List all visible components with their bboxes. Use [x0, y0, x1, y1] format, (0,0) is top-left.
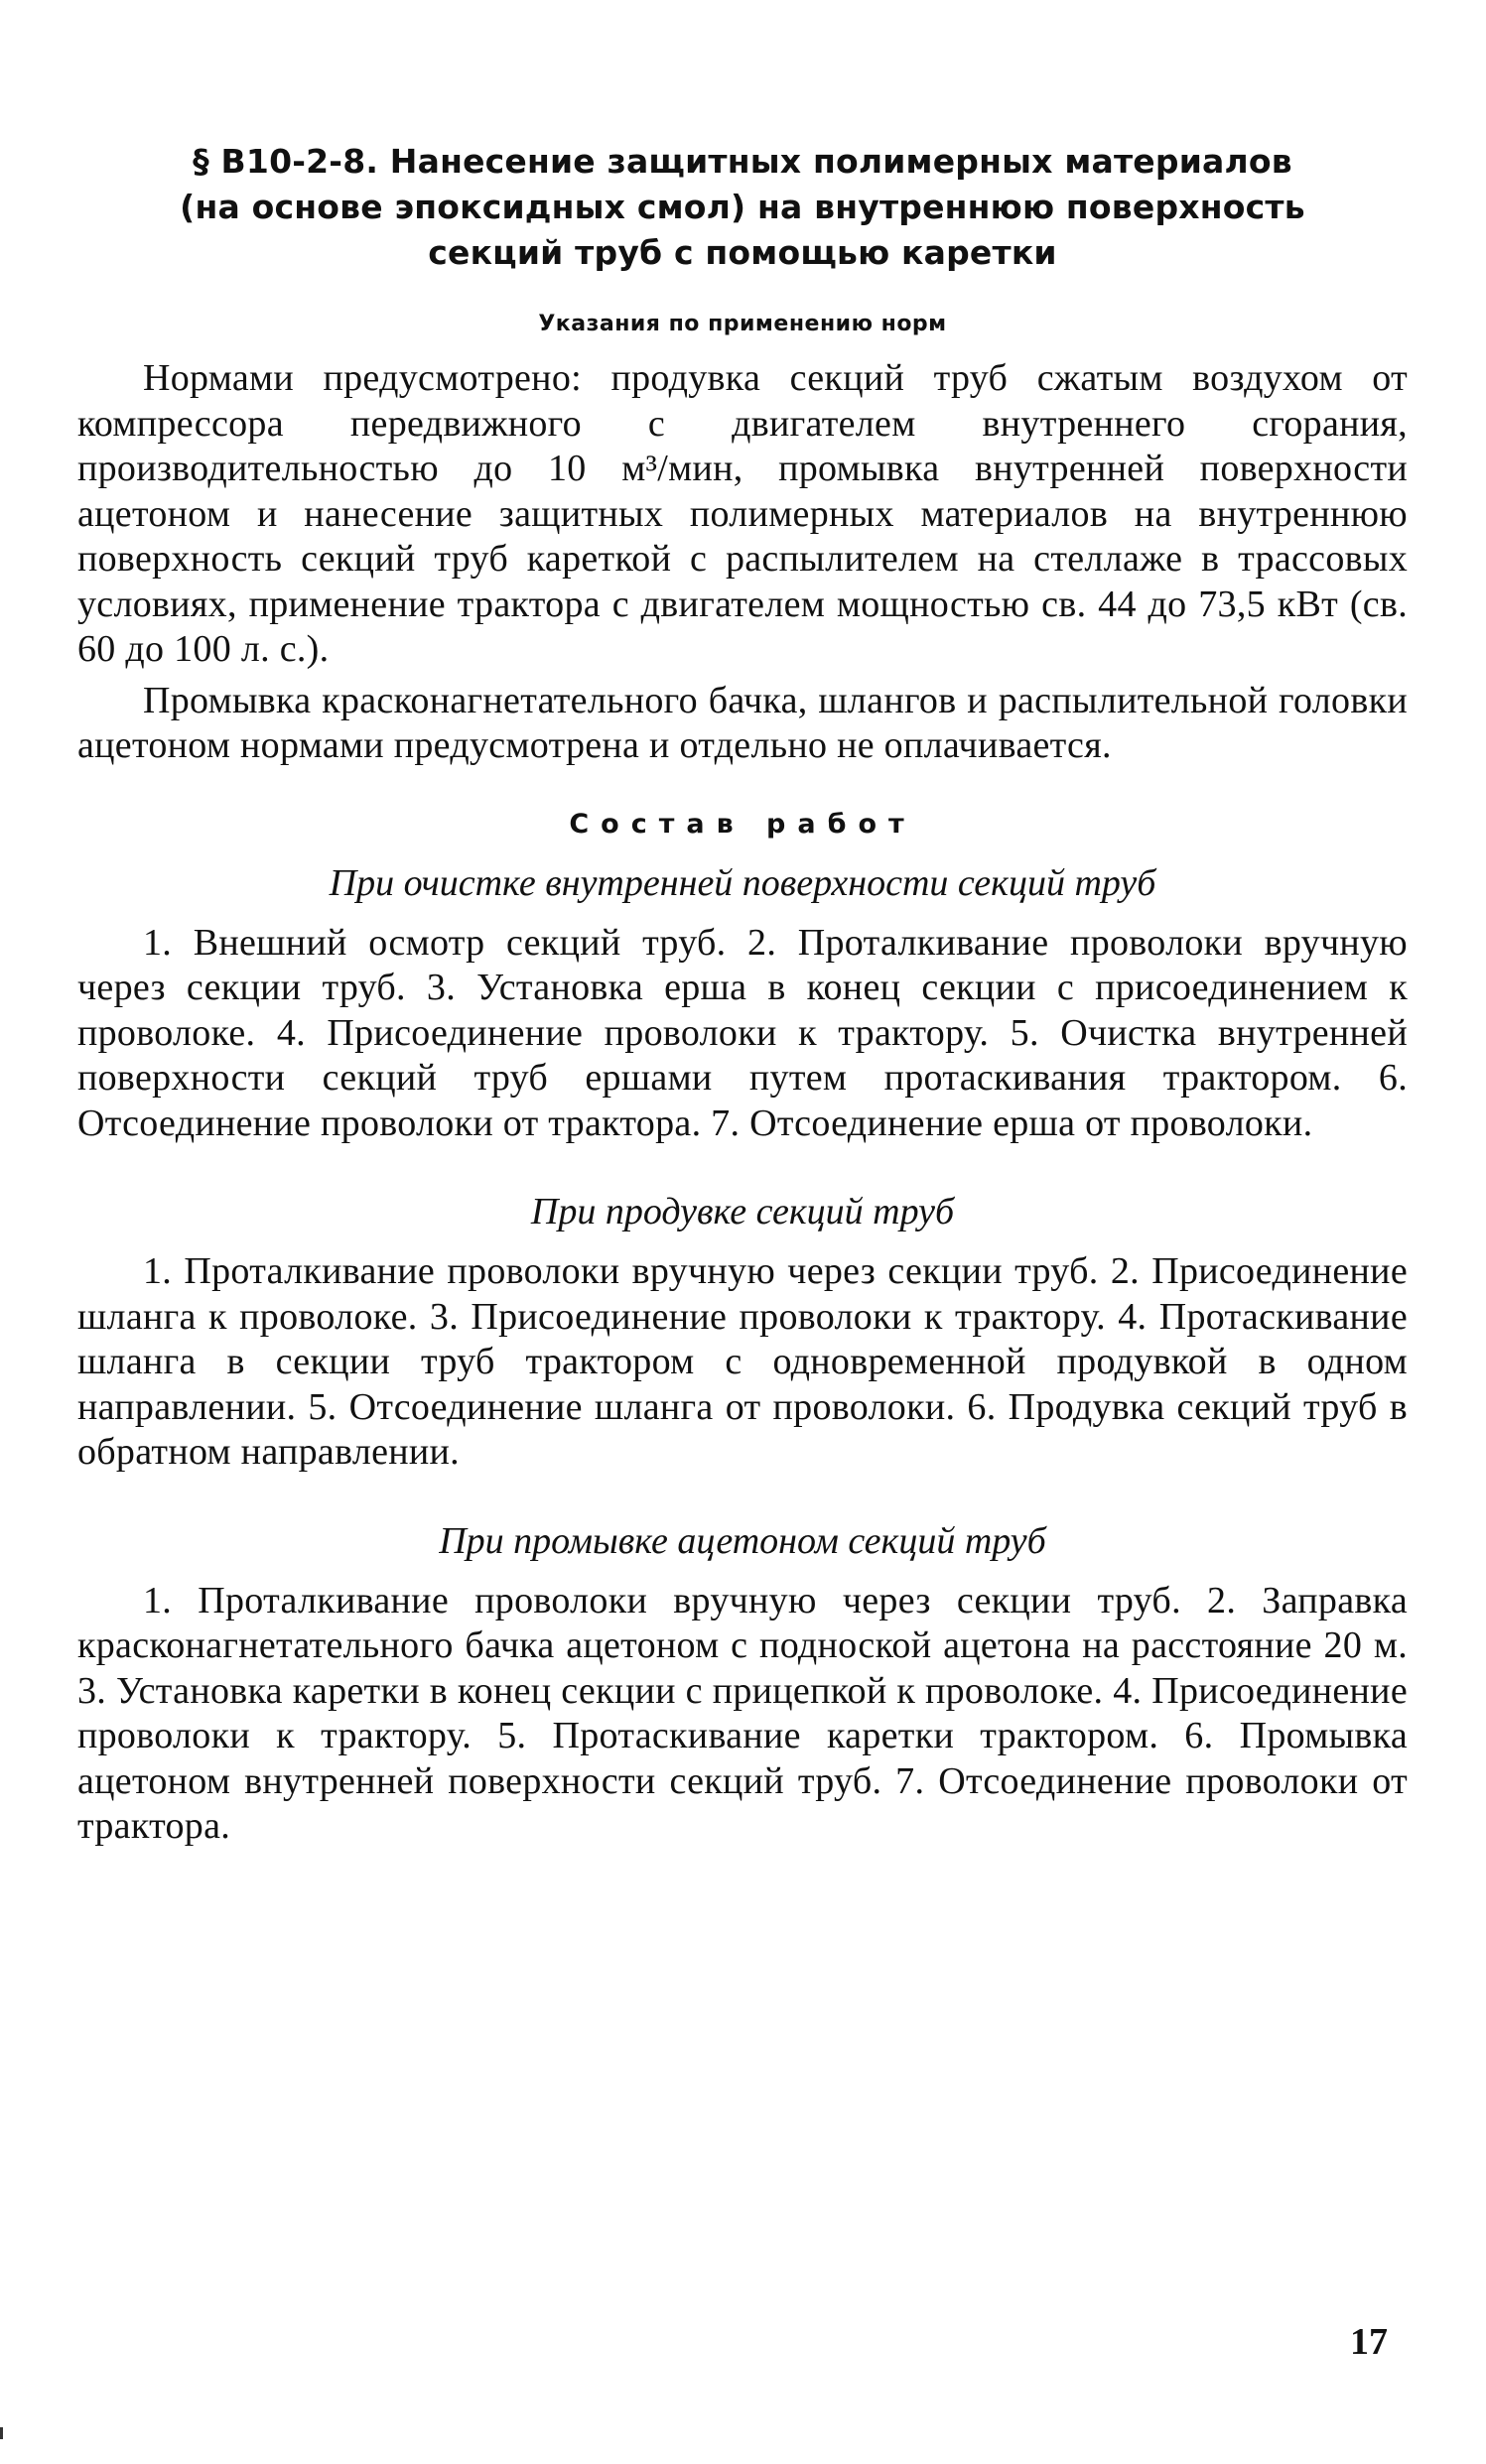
subsection-heading-cleaning: При очистке внутренней поверхности секций труб: [329, 861, 1156, 904]
subsection-text-cleaning: 1. Внешний осмотр секций труб. 2. Проталкивание проволоки вручную через секции труб. 3. Установка ерша в конец секции с присоединением к проволоке. 4. Присоединение проволоки к трактору. 5. Очистка внутренней поверхности секций труб ершами путем протаскивания трактором. 6. Отсоединение проволоки от трактора. 7. Отсоединение ерша от проволоки.: [77, 921, 1408, 1144]
scan-edge-mark: [0, 2427, 3, 2439]
usage-heading: Указания по применению норм: [538, 312, 947, 336]
page-number: 17: [1350, 2321, 1388, 2363]
subsection-text-washing: 1. Проталкивание проволоки вручную через секции труб. 2. Заправка красконагнетательного бачка ацетоном с подноской ацетона на расстояние 20 м. 3. Установка каретки в конец секции с прицепкой к проволоке. 4. Присоединение проволоки к трактору. 5. Протаскивание каретки трактором. 6. Промывка ацетоном внутренней поверхности секций труб. 7. Отсоединение проволоки от трактора.: [77, 1579, 1408, 1847]
section-title: [77, 139, 1408, 276]
section-title-line-2: (на основе эпоксидных смол) на внутреннюю поверхность: [180, 188, 1305, 226]
section-title-line-1: § В10-2-8. Нанесение защитных полимерных материалов: [193, 142, 1292, 181]
works-heading: Состав работ: [569, 808, 916, 840]
subsection-heading-blowing: При продувке секций труб: [530, 1191, 955, 1232]
document-page: [77, 139, 1408, 1850]
section-title-line-3: секций труб с помощью каретки: [428, 233, 1057, 272]
subsection-heading-washing: При промывке ацетоном секций труб: [439, 1519, 1046, 1562]
usage-paragraph-2: Промывка красконагнетательного бачка, шлангов и распылительной головки ацетоном нормами предусмотрена и отдельно не оплачивается.: [77, 679, 1408, 766]
usage-paragraph-1: Нормами предусмотрено: продувка секций труб сжатым воздухом от компрессора передвижного с двигателем внутреннего сгорания, производительностью до 10 м³/мин, промывка внутренней поверхности ацетоном и нанесение защитных полимерных материалов на внутреннюю поверхность секций труб кареткой с распылителем на стеллаже в трассовых условиях, применение трактора с двигателем мощностью св. 44 до 73,5 кВт (св. 60 до 100 л. с.).: [77, 357, 1408, 670]
subsection-text-blowing: 1. Проталкивание проволоки вручную через секции труб. 2. Присоединение шланга к проволоке. 3. Присоединение проволоки к трактору. 4. Протаскивание шланга в секции труб трактором с одновременной продувкой в одном направлении. 5. Отсоединение шланга от проволоки. 6. Продувка секций труб в обратном направлении.: [77, 1250, 1408, 1473]
